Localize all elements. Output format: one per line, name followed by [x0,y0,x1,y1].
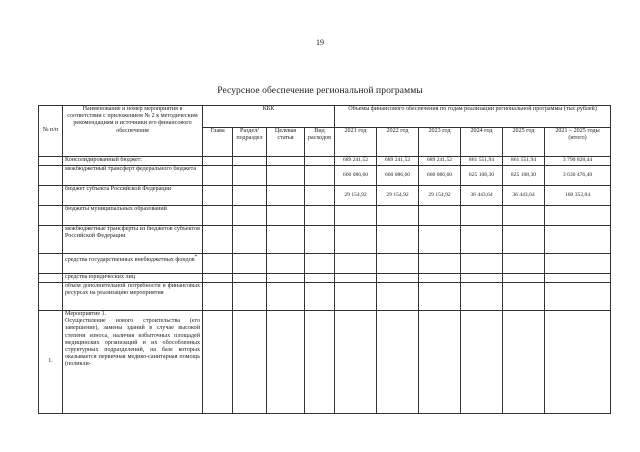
cell-value: 861 551,94 [503,157,545,166]
header-volumes: Объемы финансового обеспечения по годам реализации региональной программы (тыс.рублей) [335,106,611,128]
table-row [39,226,611,254]
measure-row [39,311,611,414]
document-title: Ресурсное обеспечение региональной программы [217,86,423,96]
header-year-2023: 2023 год [419,128,461,157]
cell-value: 29 154,92 [335,186,377,206]
row-label: объем дополнительной потребности в финансовых ресурсах на реализацию мероприятия [63,283,203,311]
measure-description [63,311,203,414]
header-year-total: 2021 – 2025 годы (итого) [545,128,611,157]
header-kbk: КБК [203,106,335,128]
cell-value: 825 108,30 [503,166,545,186]
table-row [39,186,611,206]
header-kbk-glava: Глава [203,128,233,157]
cell-value: 29 154,92 [377,186,419,206]
measure-title: Мероприятие 1. [65,311,107,317]
row-label: бюджет субъекта Российской Федерации [63,186,203,206]
cell-value: 660 086,60 [377,166,419,186]
row-label: межбюджетные трансферты из бюджетов субъектов Российской Федерации [63,226,203,254]
cell-value: 660 086,60 [335,166,377,186]
header-num: № п/п [39,106,63,157]
table-row [39,157,611,166]
measure-text: Осуществление нового строительства (его завершение), замены зданий в случае высокой степени износа, наличия избыточных площадей медицинских организаций и их обособленных структурных подразделений, на базе которых оказывается первичная медико-санитарная помощь (поликли- [65,318,200,368]
row-label-text: средства государственных внебюджетных фондов [65,257,195,264]
header-year-2024: 2024 год [461,128,503,157]
row-label: межбюджетный трансферт федерального бюджета [63,166,203,186]
row-label: средства юридических лиц [63,274,203,283]
resource-table [38,105,611,414]
cell-value: 3 790 828,44 [545,157,611,166]
cell-value: 36 443,64 [503,186,545,206]
header-name: Наименование и номер мероприятия в соответствии с приложением № 2 к методическим рекомендациям и источники его финансового обеспечения [63,106,203,157]
measure-number: 1. [39,311,63,414]
cell-value: 660 086,60 [419,166,461,186]
header-year-2022: 2022 год [377,128,419,157]
header-kbk-tselevaya: Целевая статья [267,128,305,157]
table-row [39,206,611,226]
footnote-mark: * [194,254,198,260]
cell-value: 36 443,64 [461,186,503,206]
table-row [39,283,611,311]
header-year-2021: 2021 год [335,128,377,157]
row-label [63,254,203,274]
cell-value: 689 241,52 [377,157,419,166]
table-row [39,254,611,274]
cell-value: 29 154,92 [419,186,461,206]
cell-value: 689 241,52 [335,157,377,166]
cell-value: 825 108,30 [461,166,503,186]
row-label: бюджеты муниципальных образований [63,206,203,226]
header-year-2025: 2025 год [503,128,545,157]
cell-value: 861 551,94 [461,157,503,166]
cell-value: 689 241,52 [419,157,461,166]
header-kbk-razdel: Раздел/ подраздел [233,128,267,157]
row-label: Консолидированный бюджет: [63,157,203,166]
header-kbk-vid: Вид расходов [305,128,335,157]
table-row [39,166,611,186]
cell-value: 160 352,04 [545,186,611,206]
cell-value: 3 630 476,40 [545,166,611,186]
table-row [39,274,611,283]
page-number: 19 [316,38,324,47]
